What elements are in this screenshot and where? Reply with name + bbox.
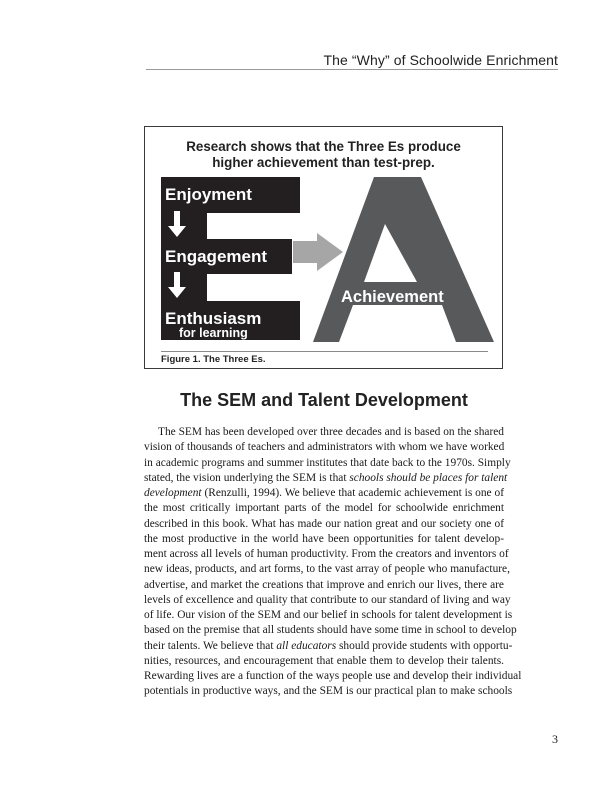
body-line: based on the premise that all students should have some time in school to develop <box>144 624 517 637</box>
body-line: vision of thousands of teachers and administrators with whom we have worked <box>144 441 505 454</box>
body-line: described in this book. What has made our nation great and our society one of <box>144 517 504 530</box>
body-line: ment across all levels of human productivity. From the creators and inventors of <box>144 548 509 560</box>
body-line: the most critically important parts of the model for schoolwide enrichment <box>144 502 504 515</box>
section-title: The SEM and Talent Development <box>180 390 468 410</box>
label-enjoyment: Enjoyment <box>165 185 252 204</box>
figure-three-es <box>144 126 503 369</box>
letter-a-shape <box>313 177 494 342</box>
label-for-learning: for learning <box>179 326 248 340</box>
body-line: the most productive in the world have been opportunities for talent develop- <box>144 532 504 545</box>
body-line: nities, resources, and encouragement that enable them to develop their talents. <box>144 654 504 667</box>
body-line: of life. Our vision of the SEM and our belief in schools for talent development is <box>144 609 513 621</box>
body-line: in academic programs and summer institutes that date back to the 1970s. Simply <box>144 456 511 469</box>
body-line: development (Renzulli, 1994). We believe that academic achievement is one of <box>144 487 504 499</box>
label-engagement: Engagement <box>165 247 268 266</box>
caption-rule <box>161 351 488 352</box>
body-line: Rewarding lives are a function of the ways people use and develop their individual <box>144 670 522 682</box>
body-line: The SEM has been developed over three decades and is based on the shared <box>158 426 504 438</box>
header-rule <box>146 69 558 70</box>
three-es-diagram <box>145 127 502 368</box>
arrow-right-icon <box>293 233 343 271</box>
body-line: potentials in productive ways, and the SEM is our practical plan to make schools <box>144 685 513 698</box>
body-line: stated, the vision underlying the SEM is that schools should be places for talent <box>144 471 508 484</box>
label-enthusiasm: Enthusiasm <box>165 309 262 328</box>
page-number: 3 <box>552 732 558 746</box>
body-line: levels of excellence and quality that contribute to our standard of living and way <box>144 593 511 606</box>
running-head: The “Why” of Schoolwide Enrichment <box>323 52 558 68</box>
body-line: their talents. We believe that all educators should provide students with opportu- <box>144 639 513 652</box>
body-line: advertise, and market the creations that improve and enrich our lives, there are <box>144 578 504 591</box>
body-line: new ideas, products, and art forms, to the vast array of people who manufacture, <box>144 563 510 576</box>
figure-caption: Figure 1. The Three Es. <box>161 354 266 365</box>
figure-heading-line-2: higher achievement than test-prep. <box>212 155 435 170</box>
body-paragraph <box>144 425 522 700</box>
label-achievement: Achievement <box>341 288 444 306</box>
figure-heading-line-1: Research shows that the Three Es produce <box>186 139 461 154</box>
